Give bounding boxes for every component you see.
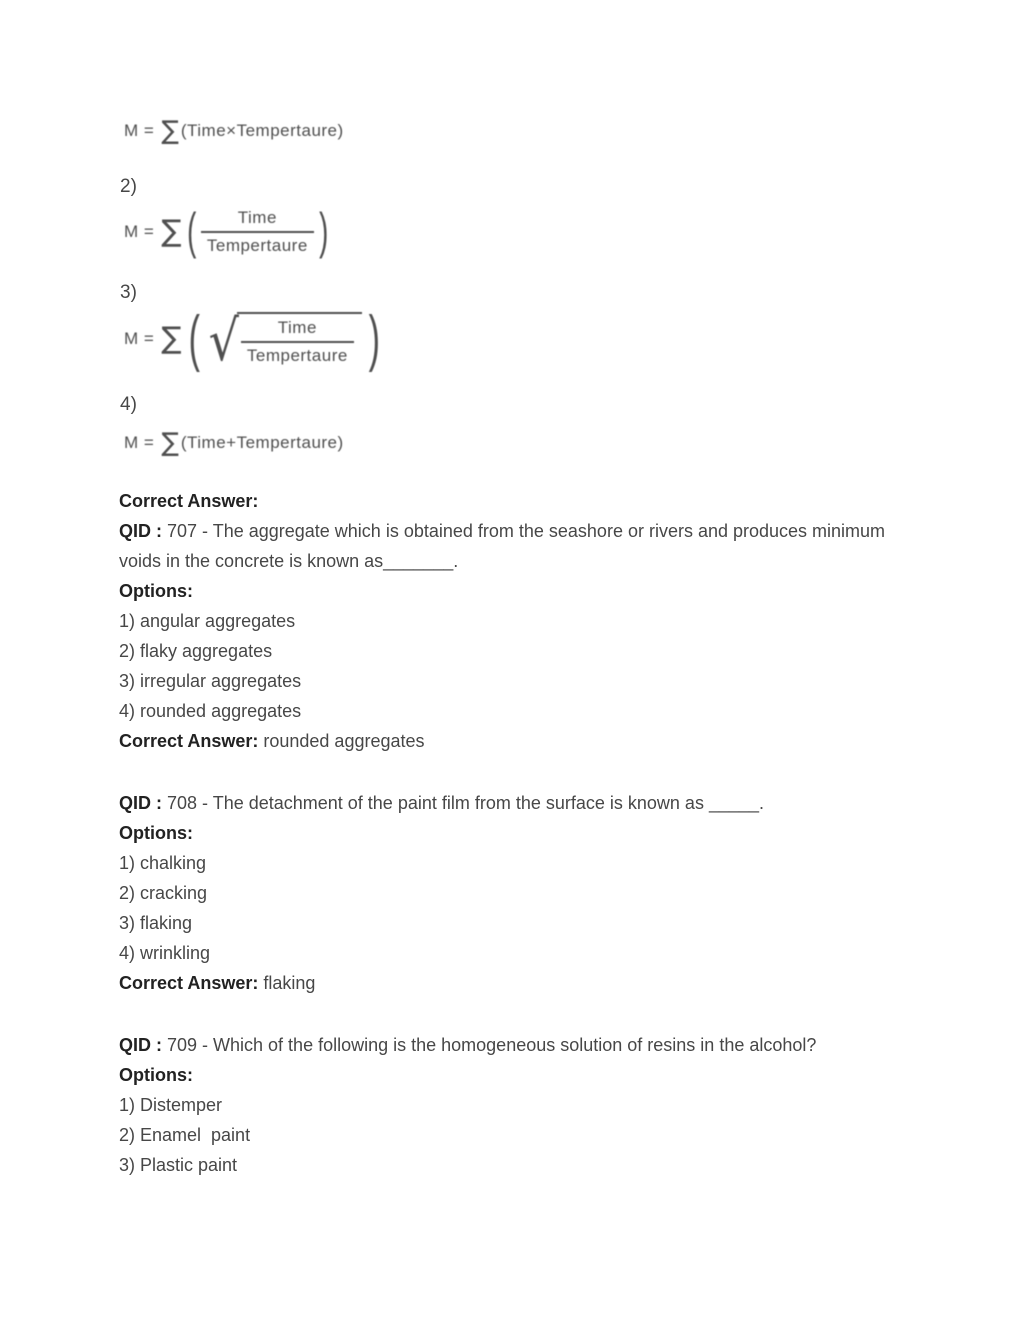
formula-body: (Time×Tempertaure) xyxy=(180,121,344,140)
open-paren: ( xyxy=(188,304,200,373)
option-label-2: 2) xyxy=(120,176,137,197)
fraction xyxy=(241,318,354,366)
close-paren: ) xyxy=(318,203,329,260)
question-707 xyxy=(119,516,914,756)
option-item: 2) flaky aggregates xyxy=(119,641,273,661)
question-text: 708 - The detachment of the paint film from the surface is known as _____. xyxy=(162,793,764,813)
qid-label: QID : xyxy=(119,1035,162,1055)
square-root xyxy=(206,309,362,375)
option-item: 3) Plastic paint xyxy=(119,1155,238,1175)
option-item: 1) Distemper xyxy=(119,1095,223,1115)
close-paren: ) xyxy=(368,304,380,373)
options-label: Options: xyxy=(119,1065,193,1085)
question-line xyxy=(119,516,914,576)
option-item: 1) chalking xyxy=(119,853,207,873)
option-label-3: 3) xyxy=(120,282,137,303)
correct-answer-label: Correct Answer: xyxy=(119,491,259,511)
options-label: Options: xyxy=(119,823,193,843)
sigma-icon: ∑ xyxy=(161,321,182,357)
formula-option-1 xyxy=(124,118,344,144)
fraction xyxy=(201,208,314,256)
option-item: 1) angular aggregates xyxy=(119,611,296,631)
option-label-4: 4) xyxy=(120,394,137,415)
correct-answer-line xyxy=(119,726,914,756)
options-label: Options: xyxy=(119,581,193,601)
option-item: 4) rounded aggregates xyxy=(119,701,302,721)
correct-answer-label: Correct Answer: xyxy=(119,973,259,993)
radicand xyxy=(237,312,362,366)
fraction-denominator: Tempertaure xyxy=(241,341,354,366)
sigma-icon: ∑ xyxy=(161,116,179,146)
open-paren: ( xyxy=(186,203,196,260)
question-text: 709 - Which of the following is the homogeneous solution of resins in the alcohol? xyxy=(162,1035,817,1055)
radical-icon: √ xyxy=(208,309,240,375)
question-709 xyxy=(119,1030,914,1180)
formula-option-3 xyxy=(124,304,384,375)
sigma-icon: ∑ xyxy=(161,214,182,249)
question-text: 707 - The aggregate which is obtained from the seashore or rivers and produces minimum voids in the concrete is known as_______. xyxy=(119,521,891,571)
formula-option-4 xyxy=(124,430,344,456)
fraction-denominator: Tempertaure xyxy=(201,231,314,256)
correct-answer-line xyxy=(119,968,914,998)
correct-answer-value: flaking xyxy=(258,973,316,993)
correct-answer-label: Correct Answer: xyxy=(119,731,259,751)
fraction-numerator: Time xyxy=(237,208,277,227)
formula-lhs: M = xyxy=(124,222,155,241)
question-line xyxy=(119,788,914,818)
formula-body: (Time+Tempertaure) xyxy=(180,433,344,452)
formula-lhs: M = xyxy=(124,121,155,140)
sigma-icon: ∑ xyxy=(161,428,179,458)
option-item: 2) cracking xyxy=(119,883,208,903)
question-line xyxy=(119,1030,914,1060)
option-item: 2) Enamel paint xyxy=(119,1125,251,1145)
formula-lhs: M = xyxy=(124,329,155,349)
qid-label: QID : xyxy=(119,521,162,541)
option-item: 4) wrinkling xyxy=(119,943,211,963)
qid-label: QID : xyxy=(119,793,162,813)
option-item: 3) irregular aggregates xyxy=(119,671,302,691)
question-708 xyxy=(119,788,914,998)
formula-lhs: M = xyxy=(124,433,155,452)
question-text-block xyxy=(119,486,914,1180)
formula-option-2 xyxy=(124,203,331,260)
correct-answer-value: rounded aggregates xyxy=(258,731,425,751)
fraction-numerator: Time xyxy=(277,318,317,338)
option-item: 3) flaking xyxy=(119,913,193,933)
